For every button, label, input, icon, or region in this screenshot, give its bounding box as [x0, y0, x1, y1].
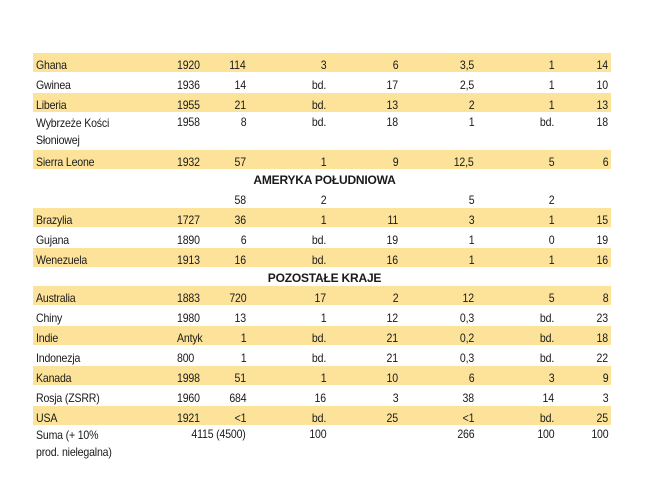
cell-value-b [249, 366, 329, 386]
cell-value-f [557, 346, 611, 366]
cell-text: 38 [462, 391, 474, 405]
cell-text: 8 [602, 291, 608, 305]
cell-text: 1 [320, 213, 326, 227]
cell-text: bd. [311, 253, 326, 267]
cell-text: 12 [386, 311, 398, 325]
cell-text: 8 [240, 115, 246, 129]
cell-value-b [249, 113, 329, 150]
cell-value-b [249, 150, 329, 170]
cell-text: <1 [234, 411, 246, 425]
cell-text: 10 [386, 371, 398, 385]
cell-value-c [329, 406, 401, 426]
cell-text: 1 [468, 233, 474, 247]
cell-value-d [401, 53, 477, 73]
cell-value-b [249, 53, 329, 73]
cell-value-f [557, 188, 611, 208]
cell-value-e [477, 113, 557, 150]
cell-text: 1 [548, 213, 554, 227]
cell-value-a [161, 228, 249, 248]
cell-value-a [161, 386, 249, 406]
cell-value-d [401, 326, 477, 346]
cell-value-b [249, 93, 329, 113]
cell-text: 16 [314, 391, 326, 405]
table-row [33, 326, 611, 346]
cell-value-f [557, 406, 611, 426]
cell-value-b [249, 386, 329, 406]
cell-text: Indonezja [36, 351, 81, 365]
cell-value-a [161, 53, 249, 73]
cell-text: bd. [311, 351, 326, 365]
cell-value-a [161, 113, 249, 150]
cell-text: 14 [596, 58, 608, 72]
cell-text: bd. [539, 411, 554, 425]
cell-value-b [249, 346, 329, 366]
cell-text: 4115 (4500) [191, 427, 246, 441]
section-heading-row [33, 267, 611, 286]
cell-value-c [329, 326, 401, 346]
cell-text: 2 [392, 291, 398, 305]
cell-country-name [33, 53, 125, 73]
cell-text: 1955 [177, 98, 200, 112]
cell-value-e [477, 386, 557, 406]
table-row [33, 113, 611, 150]
cell-text: 2 [548, 193, 554, 207]
cell-text: Gwinea [36, 78, 71, 92]
cell-text: 1 [548, 98, 554, 112]
table-row [33, 228, 611, 248]
cell-text: 1932 [177, 155, 200, 169]
cell-text: 17 [386, 78, 398, 92]
cell-text: 23 [596, 311, 608, 325]
cell-text: 16 [596, 253, 608, 267]
cell-start-year [125, 426, 161, 462]
cell-text: 15 [596, 213, 608, 227]
cell-value-f [557, 150, 611, 170]
cell-value-c [329, 188, 401, 208]
cell-value-e [477, 366, 557, 386]
table-row [33, 306, 611, 326]
cell-value-f [557, 248, 611, 268]
cell-text: 51 [234, 371, 246, 385]
cell-value-d [401, 208, 477, 228]
cell-value-b [249, 73, 329, 93]
cell-text: 114 [229, 58, 246, 72]
cell-text: 6 [602, 155, 608, 169]
cell-text: 21 [386, 331, 398, 345]
section-heading-text: AMERYKA POŁUDNIOWA [253, 173, 396, 187]
cell-country-name [33, 426, 125, 462]
cell-country-name [33, 286, 125, 306]
table-row [33, 386, 611, 406]
cell-text: 18 [596, 115, 608, 129]
table-row [33, 73, 611, 93]
cell-text: 1 [320, 155, 326, 169]
cell-value-e [477, 346, 557, 366]
cell-value-c [329, 306, 401, 326]
cell-text: 5 [468, 193, 474, 207]
cell-text: 100 [590, 427, 608, 441]
cell-text: 17 [314, 291, 326, 305]
cell-value-c [329, 73, 401, 93]
cell-text: 18 [386, 115, 398, 129]
cell-country-name [33, 306, 125, 326]
cell-text: 1 [468, 115, 474, 129]
cell-text: bd. [311, 98, 326, 112]
cell-value-c [329, 228, 401, 248]
cell-text: 21 [234, 98, 246, 112]
section-heading [33, 267, 611, 286]
cell-text: 1960 [177, 391, 200, 405]
table-row [33, 150, 611, 170]
cell-text: 800 [177, 351, 195, 365]
cell-text: Rosja (ZSRR) [36, 391, 100, 405]
cell-value-c [329, 53, 401, 73]
cell-value-f [557, 73, 611, 93]
cell-value-c [329, 113, 401, 150]
cell-country-name [33, 406, 125, 426]
cell-value-f [557, 286, 611, 306]
cell-value-c [329, 93, 401, 113]
cell-text: 25 [386, 411, 398, 425]
cell-text: 1 [548, 78, 554, 92]
cell-start-year [125, 93, 200, 113]
cell-text: 1921 [177, 411, 200, 425]
cell-text: 6 [468, 371, 474, 385]
cell-text: 1936 [177, 78, 200, 92]
cell-text: 720 [228, 291, 246, 305]
cell-value-b [249, 306, 329, 326]
cell-value-b [249, 188, 329, 208]
cell-text: Kanada [36, 371, 72, 385]
cell-value-e [477, 406, 557, 426]
cell-value-a [161, 248, 249, 268]
cell-text: Suma (+ 10% prod. nielegalna) [36, 428, 112, 459]
cell-start-year [125, 208, 200, 228]
section-heading-row [33, 169, 611, 188]
cell-text: Chiny [36, 311, 63, 325]
cell-value-d [401, 73, 477, 93]
cell-text: bd. [539, 351, 554, 365]
cell-country-name [33, 386, 125, 406]
cell-value-e [477, 248, 557, 268]
cell-start-year [125, 248, 200, 268]
cell-text: 25 [596, 411, 608, 425]
cell-text: 19 [596, 233, 608, 247]
cell-text: Ghana [36, 58, 67, 72]
cell-value-c [329, 286, 401, 306]
cell-text: 266 [456, 427, 474, 441]
cell-start-year [125, 53, 200, 73]
table-row [33, 346, 611, 366]
section-heading-text: POZOSTAŁE KRAJE [267, 271, 382, 285]
cell-text: 100 [536, 427, 554, 441]
cell-text: bd. [311, 331, 326, 345]
cell-text: bd. [539, 331, 554, 345]
cell-value-b [249, 248, 329, 268]
cell-text: 1958 [177, 115, 200, 129]
cell-text: 22 [596, 351, 608, 365]
cell-value-a [161, 406, 249, 426]
cell-text: Liberia [36, 98, 67, 112]
cell-text: Indie [36, 331, 59, 345]
cell-value-f [557, 208, 611, 228]
table-row [33, 188, 611, 208]
cell-value-d [401, 346, 477, 366]
table-row [33, 53, 611, 73]
cell-text: 3 [548, 371, 554, 385]
cell-text: 0 [548, 233, 554, 247]
cell-text: 5 [548, 291, 554, 305]
cell-value-f [557, 386, 611, 406]
cell-text: 9 [392, 155, 398, 169]
cell-value-f [557, 228, 611, 248]
cell-value-a [161, 150, 249, 170]
cell-text: 13 [234, 311, 246, 325]
cell-text: Australia [36, 291, 76, 305]
cell-value-c [329, 150, 401, 170]
cell-value-d [401, 150, 477, 170]
cell-value-c [329, 346, 401, 366]
cell-value-a [161, 286, 249, 306]
cell-text: 13 [596, 98, 608, 112]
cell-country-name [33, 346, 125, 366]
cell-country-name [33, 188, 125, 208]
cell-value-c [329, 248, 401, 268]
cell-value-c [329, 208, 401, 228]
cell-text: Sierra Leone [36, 155, 95, 169]
cell-value-d [401, 386, 477, 406]
cell-value-e [477, 286, 557, 306]
cell-value-e [477, 93, 557, 113]
cell-text: 3 [468, 213, 474, 227]
cell-value-a [161, 346, 249, 366]
cell-value-e [477, 306, 557, 326]
cell-text: 1 [548, 58, 554, 72]
cell-text: 58 [234, 193, 246, 207]
cell-value-d [401, 286, 477, 306]
cell-value-d [401, 93, 477, 113]
cell-start-year [125, 150, 200, 170]
cell-value-b [249, 208, 329, 228]
cell-value-a [161, 426, 249, 462]
cell-value-d [401, 228, 477, 248]
cell-start-year [125, 306, 200, 326]
cell-text: bd. [311, 115, 326, 129]
cell-text: Wenezuela [36, 253, 88, 267]
cell-text: <1 [462, 411, 474, 425]
data-table [33, 52, 611, 461]
cell-value-e [477, 188, 557, 208]
table-row [33, 406, 611, 426]
cell-value-f [557, 113, 611, 150]
cell-value-a [161, 208, 249, 228]
cell-text: USA [36, 411, 58, 425]
cell-start-year [125, 73, 200, 93]
cell-value-c [329, 366, 401, 386]
cell-text: 21 [386, 351, 398, 365]
cell-value-a [161, 73, 249, 93]
cell-start-year [125, 228, 200, 248]
cell-value-c [329, 386, 401, 406]
cell-text: Gujana [36, 233, 69, 247]
cell-value-c [329, 426, 401, 462]
cell-text: 1 [320, 311, 326, 325]
cell-text: Antyk [177, 331, 203, 345]
cell-text: 36 [234, 213, 246, 227]
cell-text: 12,5 [454, 155, 474, 169]
cell-text: 2 [320, 193, 326, 207]
cell-country-name [33, 326, 125, 346]
cell-value-b [249, 406, 329, 426]
cell-country-name [33, 113, 125, 150]
cell-text: 1 [468, 253, 474, 267]
cell-start-year [125, 366, 200, 386]
cell-text: 14 [542, 391, 554, 405]
cell-value-f [557, 93, 611, 113]
cell-country-name [33, 150, 125, 170]
cell-value-a [161, 366, 249, 386]
cell-value-f [557, 366, 611, 386]
cell-value-b [249, 286, 329, 306]
cell-value-d [401, 188, 477, 208]
cell-text: 2 [468, 98, 474, 112]
cell-value-d [401, 406, 477, 426]
cell-text: Wybrzeże Kości Słoniowej [36, 116, 110, 147]
cell-country-name [33, 228, 125, 248]
table-row [33, 93, 611, 113]
cell-start-year [125, 286, 200, 306]
cell-text: 0,2 [459, 331, 474, 345]
cell-value-b [249, 326, 329, 346]
cell-value-e [477, 326, 557, 346]
sum-row [33, 426, 611, 462]
cell-value-b [249, 426, 329, 462]
cell-text: 1998 [177, 371, 200, 385]
cell-text: 19 [386, 233, 398, 247]
cell-text: 2,5 [459, 78, 474, 92]
cell-text: 6 [240, 233, 246, 247]
cell-text: bd. [311, 78, 326, 92]
table-row [33, 208, 611, 228]
cell-text: 684 [228, 391, 246, 405]
cell-value-a [161, 306, 249, 326]
cell-text: 6 [392, 58, 398, 72]
cell-text: 1920 [177, 58, 200, 72]
cell-start-year [125, 406, 200, 426]
cell-value-f [557, 426, 611, 462]
table-row [33, 286, 611, 306]
cell-text: 1980 [177, 311, 200, 325]
cell-value-a [161, 188, 249, 208]
cell-text: bd. [311, 233, 326, 247]
cell-text: 5 [548, 155, 554, 169]
cell-text: 1913 [177, 253, 200, 267]
cell-text: bd. [539, 115, 554, 129]
cell-value-e [477, 53, 557, 73]
table-row [33, 366, 611, 386]
cell-text: 11 [387, 213, 398, 227]
cell-text: 1 [548, 253, 554, 267]
cell-text: 12 [462, 291, 474, 305]
cell-country-name [33, 93, 125, 113]
cell-text: 18 [596, 331, 608, 345]
cell-text: 1883 [177, 291, 200, 305]
cell-value-b [249, 228, 329, 248]
cell-text: bd. [311, 411, 326, 425]
cell-value-e [477, 150, 557, 170]
cell-value-d [401, 113, 477, 150]
cell-value-f [557, 53, 611, 73]
cell-start-year [125, 386, 200, 406]
table-row [33, 248, 611, 268]
cell-value-d [401, 248, 477, 268]
cell-text: 0,3 [459, 351, 474, 365]
cell-text: 13 [386, 98, 398, 112]
cell-text: 10 [596, 78, 608, 92]
cell-text: 16 [386, 253, 398, 267]
section-heading [33, 169, 611, 188]
cell-text: 1727 [177, 213, 200, 227]
cell-value-e [477, 73, 557, 93]
cell-country-name [33, 208, 125, 228]
cell-text: Brazylia [36, 213, 73, 227]
cell-text: 1 [240, 351, 246, 365]
cell-text: 57 [234, 155, 246, 169]
cell-country-name [33, 73, 125, 93]
cell-text: 16 [234, 253, 246, 267]
table-body [33, 53, 611, 462]
cell-text: 3 [320, 58, 326, 72]
cell-text: 3 [602, 391, 608, 405]
cell-text: 1890 [177, 233, 200, 247]
cell-start-year [125, 326, 203, 346]
cell-text: 14 [234, 78, 246, 92]
cell-text: 0,3 [459, 311, 474, 325]
cell-start-year [125, 188, 161, 208]
cell-value-d [401, 366, 477, 386]
cell-text: bd. [539, 311, 554, 325]
cell-value-f [557, 306, 611, 326]
cell-start-year [125, 346, 195, 366]
cell-country-name [33, 366, 125, 386]
cell-text: 1 [240, 331, 246, 345]
cell-text: 100 [308, 427, 326, 441]
cell-value-f [557, 326, 611, 346]
cell-text: 3,5 [459, 58, 474, 72]
cell-value-e [477, 228, 557, 248]
cell-value-e [477, 426, 557, 462]
cell-text: 3 [392, 391, 398, 405]
cell-value-a [161, 93, 249, 113]
cell-text: 1 [320, 371, 326, 385]
cell-value-e [477, 208, 557, 228]
cell-value-d [401, 426, 477, 462]
cell-country-name [33, 248, 125, 268]
cell-start-year [125, 113, 200, 150]
cell-value-d [401, 306, 477, 326]
cell-text: 9 [602, 371, 608, 385]
